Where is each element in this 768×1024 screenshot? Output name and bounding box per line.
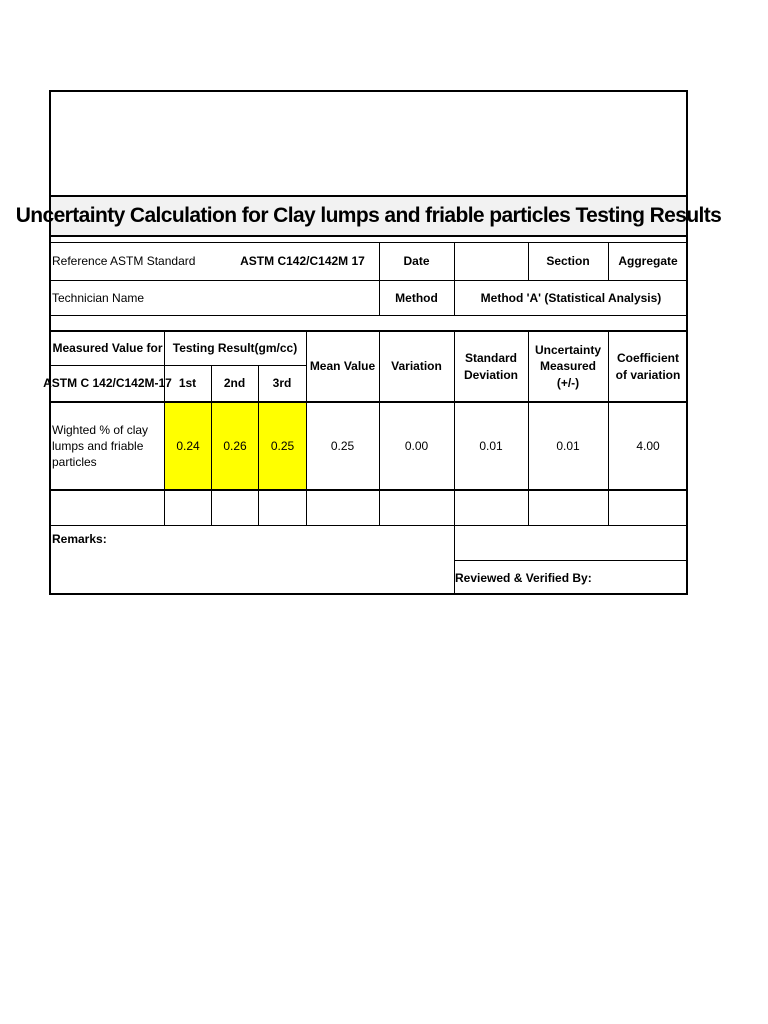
- uncertainty-value: 0.01: [556, 438, 580, 453]
- variation-value: 0.00: [404, 438, 429, 453]
- technician-name-label: Technician Name: [52, 290, 145, 305]
- date-label: Date: [403, 254, 430, 269]
- reviewed-verified-label: Reviewed & Verified By:: [455, 570, 592, 585]
- astm-standard-header: ASTM C 142/C142M-17: [43, 376, 172, 391]
- date-field[interactable]: [454, 243, 528, 280]
- std-dev-value: 0.01: [479, 438, 503, 453]
- method-label: Method: [395, 290, 438, 305]
- report-title: Uncertainty Calculation for Clay lumps and friable particles Testing Results: [15, 204, 722, 227]
- trial-2-value[interactable]: 0.26: [212, 403, 258, 489]
- uncertainty-header: Uncertainty Measured (+/-): [534, 343, 602, 390]
- coefficient-value: 4.00: [636, 438, 660, 453]
- measured-value-header: Measured Value for: [52, 341, 163, 356]
- section-label: Section: [546, 254, 590, 269]
- trial-3-value[interactable]: 0.25: [259, 403, 306, 489]
- title-band: [15, 195, 722, 237]
- mean-value: 0.25: [330, 438, 355, 453]
- method-value: Method 'A' (Statistical Analysis): [480, 290, 662, 305]
- reference-standard-label: Reference ASTM Standard: [52, 254, 196, 269]
- header-blank-area: [51, 92, 686, 195]
- trial-1-value[interactable]: 0.24: [165, 403, 211, 489]
- rule: [51, 315, 686, 316]
- rule: [51, 489, 686, 491]
- mean-value-header: Mean Value: [309, 359, 376, 374]
- trial-1-header: 1st: [178, 376, 197, 391]
- report-sheet: [15, 90, 722, 595]
- trial-3-header: 3rd: [272, 376, 292, 391]
- section-value: Aggregate: [618, 254, 678, 269]
- std-dev-header: Standard Deviation: [464, 351, 519, 382]
- rule: [51, 525, 686, 526]
- remarks-label: Remarks:: [52, 531, 107, 546]
- technician-name-field[interactable]: [201, 281, 379, 315]
- row-label: Wighted % of clay lumps and friable particles: [52, 422, 149, 470]
- testing-result-header: Testing Result(gm/cc): [172, 341, 298, 356]
- reference-standard-value: ASTM C142/C142M 17: [240, 254, 365, 269]
- coefficient-header: Coefficient of variation: [615, 351, 681, 382]
- variation-header: Variation: [391, 359, 442, 374]
- trial-2-header: 2nd: [223, 376, 246, 391]
